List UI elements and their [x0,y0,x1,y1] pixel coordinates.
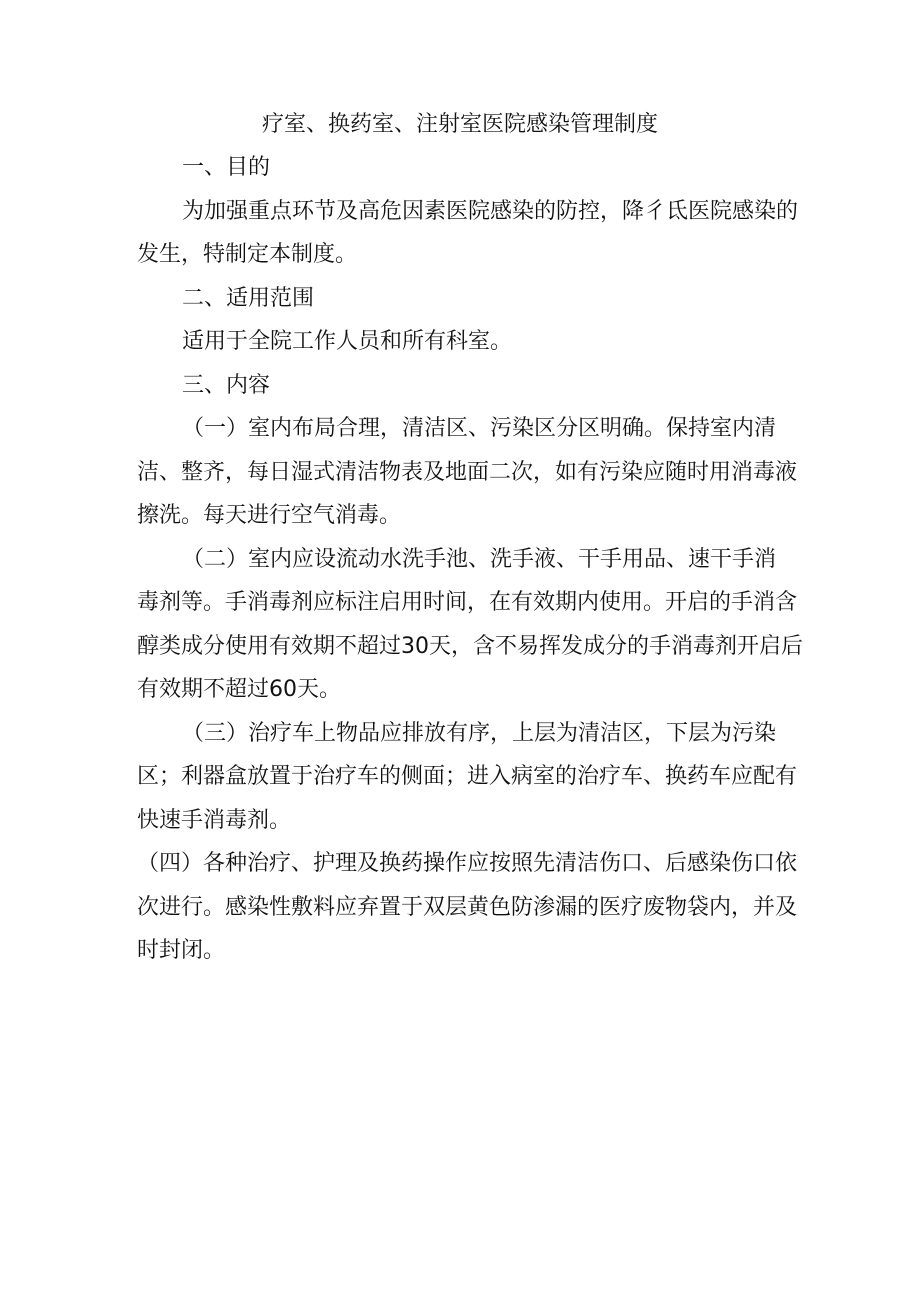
paragraph-line: （四）各种治疗、护理及换药操作应按照先清洁伤口、后感染伤口依 [137,851,798,876]
paragraph-line: 快速手消毒剂。 [137,808,292,833]
section-heading-scope: 二、适用范围 [182,286,315,311]
paragraph-line: （三）治疗车上物品应排放有序，上层为清洁区，下层为污染 [182,721,777,746]
paragraph-line: 发生，特制定本制度。 [137,242,358,267]
paragraph-line: 适用于全院工作人员和所有科室。 [182,329,513,354]
document-title: 疗室、换药室、注射室医院感染管理制度 [261,112,658,137]
paragraph-line: 醇类成分使用有效期不超过30天，含不易挥发成分的手消毒剂开启后 [137,634,803,659]
paragraph-line: 洁、整齐，每日湿式清洁物表及地面二次，如有污染应随时用消毒液 [137,460,798,485]
paragraph-line: （一）室内布局合理，清洁区、污染区分区明确。保持室内清 [182,416,777,441]
paragraph-line: 区；利器盒放置于治疗车的侧面；进入病室的治疗车、换药车应配有 [137,764,798,789]
paragraph-line: 有效期不超过60天。 [137,677,341,702]
section-heading-content: 三、内容 [182,373,271,398]
paragraph-line: 次进行。感染性敷料应弃置于双层黄色防渗漏的医疗废物袋内，并及 [137,895,798,920]
paragraph-line: 时封闭。 [137,938,226,963]
paragraph-line: 毒剂等。手消毒剂应标注启用时间，在有效期内使用。开启的手消含 [137,590,798,615]
paragraph-line: （二）室内应设流动水洗手池、洗手液、干手用品、速干手消 [182,547,777,572]
section-heading-purpose: 一、目的 [182,155,271,180]
paragraph-line: 擦洗。每天进行空气消毒。 [137,503,402,528]
paragraph-line: 为加强重点环节及高危因素医院感染的防控，降彳氐医院感染的 [182,199,799,224]
